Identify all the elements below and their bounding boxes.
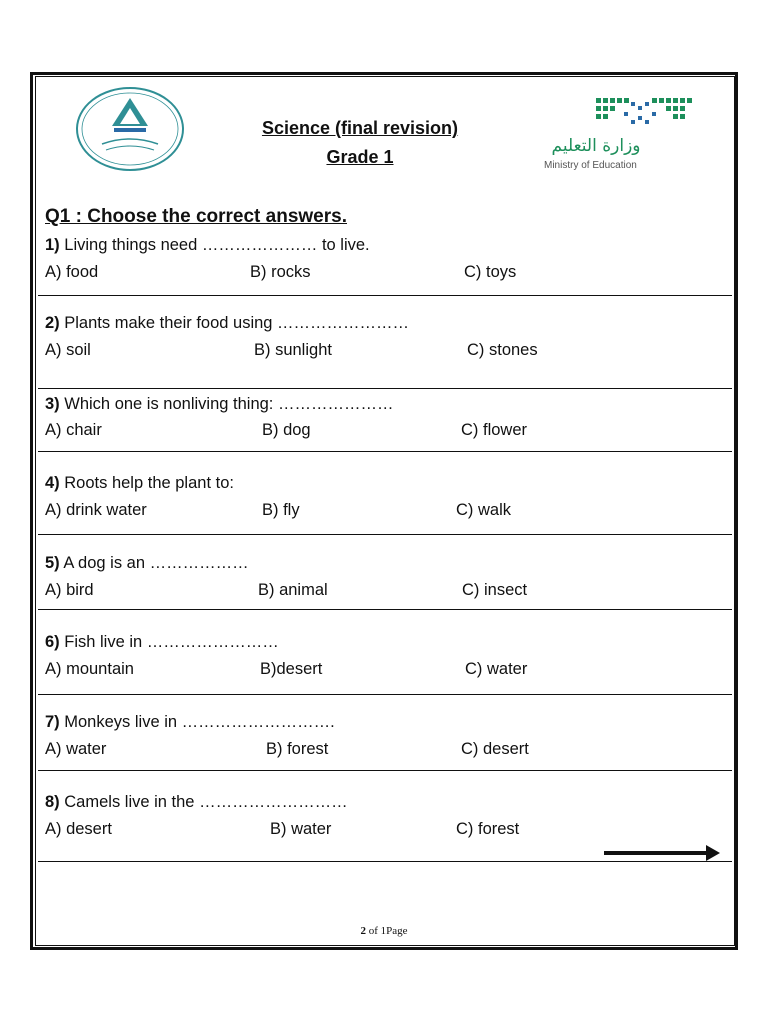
divider (38, 770, 732, 771)
option-c[interactable]: C) walk (456, 501, 512, 519)
question-text: Fish live in …………………… (64, 633, 279, 651)
school-logo (74, 86, 186, 172)
question-text: Camels live in the ……………………… (64, 793, 348, 811)
question-text: A dog is an ……………… (63, 554, 249, 572)
question-6 (45, 633, 279, 652)
section-heading: Q1 : Choose the correct answers. (45, 206, 347, 227)
worksheet-grade: Grade 1 (326, 147, 394, 167)
question-number: 1) (45, 236, 60, 254)
question-3 (45, 395, 393, 414)
question-1 (45, 236, 370, 255)
question-8 (45, 793, 348, 812)
ministry-name-ar: وزارة التعليم (551, 136, 641, 156)
question-number: 7) (45, 713, 60, 731)
question-7 (45, 713, 335, 732)
option-c[interactable]: C) insect (462, 581, 528, 599)
option-b[interactable]: B) animal (258, 581, 328, 599)
question-text: Monkeys live in ………………………. (64, 713, 335, 731)
option-c[interactable]: C) water (465, 660, 528, 678)
option-c[interactable]: C) toys (464, 263, 517, 281)
question-number: 3) (45, 395, 60, 413)
option-c[interactable]: C) stones (467, 341, 538, 359)
question-text: Plants make their food using …………………… (64, 314, 410, 332)
page-number: 2 (360, 925, 366, 937)
question-number: 5) (45, 554, 60, 572)
divider (38, 451, 732, 452)
divider (38, 694, 732, 695)
question-number: 2) (45, 314, 60, 332)
ministry-logo (540, 86, 700, 176)
option-a[interactable]: A) chair (45, 421, 102, 439)
option-a[interactable]: A) water (45, 740, 107, 758)
option-a[interactable]: A) drink water (45, 501, 147, 519)
divider (38, 534, 732, 535)
question-text: Living things need ………………… to live. (64, 236, 370, 254)
option-b[interactable]: B) rocks (250, 263, 311, 281)
ministry-name-en: Ministry of Education (544, 160, 637, 171)
page-footer (0, 925, 768, 937)
option-b[interactable]: B) water (270, 820, 332, 838)
arrow-right-icon (604, 843, 720, 863)
option-c[interactable]: C) flower (461, 421, 528, 439)
question-text: Which one is nonliving thing: ………………… (64, 395, 394, 413)
option-b[interactable]: B) forest (266, 740, 329, 758)
option-b[interactable]: B) fly (262, 501, 300, 519)
page-label: of 1Page (365, 925, 408, 937)
option-b[interactable]: B) sunlight (254, 341, 332, 359)
question-5 (45, 554, 249, 573)
ministry-dots-icon (540, 86, 700, 136)
worksheet-title: Science (final revision) (261, 118, 459, 138)
option-c[interactable]: C) forest (456, 820, 520, 838)
question-number: 4) (45, 474, 60, 492)
question-number: 8) (45, 793, 60, 811)
question-4 (45, 474, 234, 493)
divider (38, 388, 732, 389)
option-c[interactable]: C) desert (461, 740, 529, 758)
question-number: 6) (45, 633, 60, 651)
question-text: Roots help the plant to: (64, 474, 234, 492)
option-b[interactable]: B) dog (262, 421, 311, 439)
option-a[interactable]: A) soil (45, 341, 91, 359)
question-2 (45, 314, 409, 333)
divider (38, 295, 732, 296)
option-a[interactable]: A) desert (45, 820, 112, 838)
option-a[interactable]: A) food (45, 263, 99, 281)
option-a[interactable]: A) bird (45, 581, 94, 599)
option-a[interactable]: A) mountain (45, 660, 134, 678)
option-b[interactable]: B)desert (260, 660, 323, 678)
divider (38, 609, 732, 610)
